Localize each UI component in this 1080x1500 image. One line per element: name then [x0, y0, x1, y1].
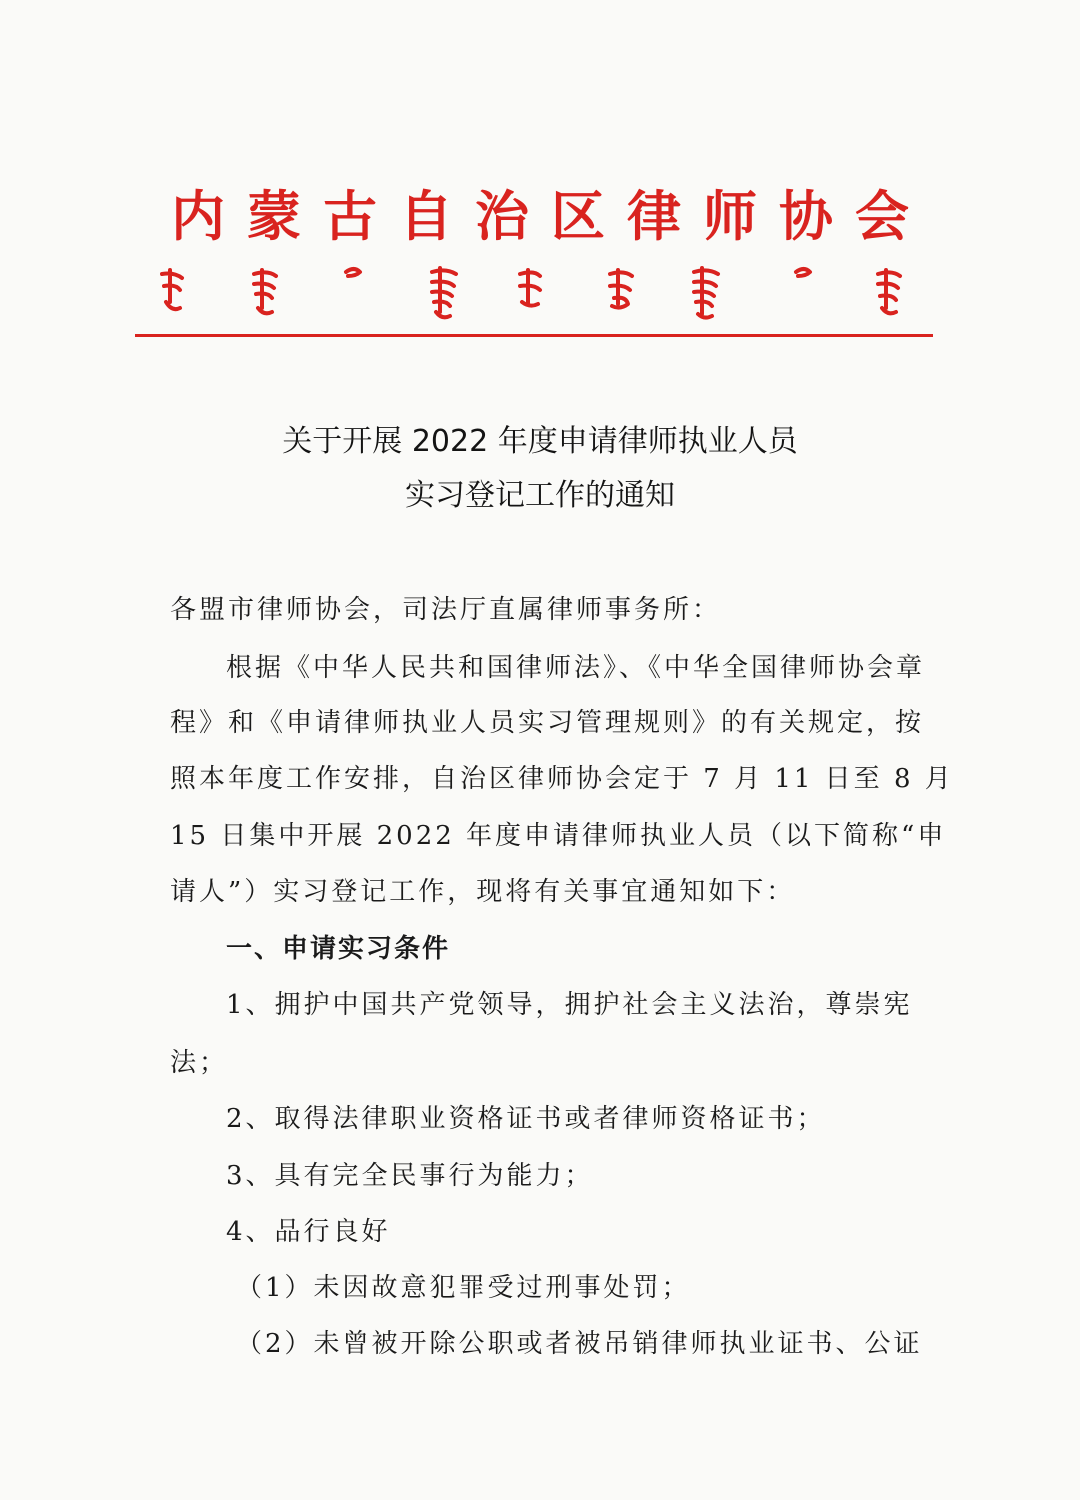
sub-list-item: （2）未曾被开除公职或者被吊销律师执业证书、公证	[236, 1329, 923, 1359]
list-item-continuation: 法；	[170, 1048, 229, 1078]
section-heading: 一、申请实习条件	[226, 934, 451, 964]
list-item: 4、品行良好	[226, 1217, 391, 1247]
sub-list-item: （1）未因故意犯罪受过刑事处罚；	[236, 1273, 691, 1303]
paragraph-line: 根据《中华人民共和国律师法》、《中华全国律师协会章	[226, 653, 926, 683]
mongolian-script-graphic	[150, 262, 920, 322]
organization-name: 内蒙古自治区律师协会	[171, 184, 931, 248]
paragraph-line: 程》和《申请律师执业人员实习管理规则》的有关规定，按	[170, 708, 925, 738]
mongolian-script-logo	[150, 262, 920, 322]
list-item: 1、拥护中国共产党领导，拥护社会主义法治，尊崇宪	[226, 990, 913, 1020]
list-item: 2、取得法律职业资格证书或者律师资格证书；	[226, 1104, 826, 1134]
paragraph-line: 15 日集中开展 2022 年度申请律师执业人员（以下简称“申	[170, 821, 947, 851]
letterhead-divider	[135, 334, 933, 337]
notice-title-line1: 关于开展 2022 年度申请律师执业人员	[282, 424, 798, 459]
paragraph-line: 照本年度工作安排，自治区律师协会定于 7 月 11 日至 8 月	[170, 764, 954, 794]
list-item: 3、具有完全民事行为能力；	[226, 1161, 594, 1191]
notice-title-line2: 实习登记工作的通知	[405, 478, 675, 513]
salutation: 各盟市律师协会，司法厅直属律师事务所：	[170, 595, 722, 625]
paragraph-line: 请人”）实习登记工作，现将有关事宜通知如下：	[170, 877, 796, 907]
